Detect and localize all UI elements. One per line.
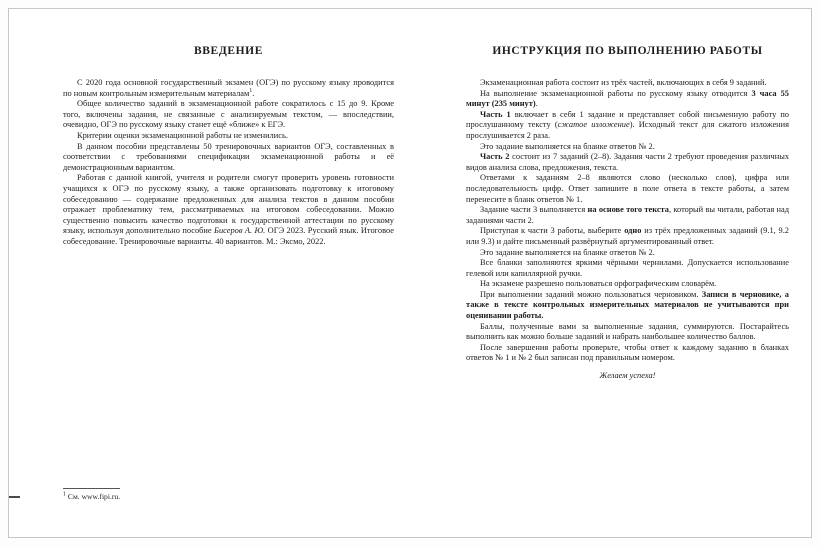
paragraph: Работая с данной книгой, учителя и родители смогут проверить уровень готовности учащихся к ОГЭ по русскому языку, а также организовать подготовку к итоговому собеседованию — содержание предложенных для анализа текстов в данном пособии отражает проблематику тем, рассматриваемых на итоговом собеседовании. Можно существенно повысить качество подготовки к государственной аттестации по русскому языку, используя дополнительно пособие Бисеров А. Ю. ОГЭ 2023. Русский язык. Итоговое собеседование. Тренировочные варианты. 40 вариантов. М.: Эксмо, 2022. bbox=[63, 173, 394, 246]
paragraph: С 2020 года основной государственный экзамен (ОГЭ) по русскому языку проводится по новым контрольным измерительным материалам$^1$. bbox=[63, 78, 394, 98]
paragraph: Это задание выполняется на бланке ответов № 2. bbox=[480, 247, 655, 257]
footnote-marker: 1 bbox=[63, 491, 66, 498]
footnote bbox=[63, 488, 120, 501]
paragraph: В данном пособии представлены 50 тренировочных вариантов ОГЭ, составленных в соответствии с требованиями спецификации экзаменационной работы и её демонстрационным вариантом. bbox=[63, 141, 394, 172]
paragraph: Приступая к части 3 работы, выберите одно из трёх предложенных заданий (9.1, 9.2 или 9.3) и дайте письменный развёрнутый аргументированный ответ. bbox=[466, 226, 789, 246]
footnote-text bbox=[63, 492, 120, 501]
introduction-text bbox=[63, 78, 394, 248]
paragraph: Часть 2 состоит из 7 заданий (2–8). Задания части 2 требуют проведения различных видов анализа слова, предложения, текста. bbox=[466, 152, 790, 172]
paragraph: Ответами к заданиям 2–8 являются слово (несколько слов), цифра или последовательность цифр. Ответ запишите в поле ответа в тексте работы, а затем перенесите в бланк ответов № 1. bbox=[466, 173, 789, 204]
footnote-reference: См. www.fipi.ru. bbox=[66, 492, 121, 501]
paragraph: Баллы, полученные вами за выполненные задания, суммируются. Постарайтесь выполнить как можно больше заданий и набрать наибольшее количество баллов. bbox=[466, 321, 789, 342]
paragraph: При выполнении заданий можно пользоваться черновиком. Записи в черновике, а также в тексте контрольных измерительных материалов не учитываются при оценивании работы. bbox=[466, 289, 789, 321]
paragraph: Общее количество заданий в экзаменационной работе сократилось с 15 до 9. Кроме того, включены задания, не связанные с анализируемым текстом, — впоследствии, очевидно, ОГЭ по русскому языку станет ещё «ближе» к ЕГЭ. bbox=[63, 99, 394, 130]
paragraph: На выполнение экзаменационной работы по русскому языку отводится 3 часа 55 минут (235 минут). bbox=[466, 88, 789, 109]
footnote-rule bbox=[63, 488, 120, 489]
paragraph: Это задание выполняется на бланке ответов № 2. bbox=[480, 141, 655, 151]
page-left-introduction bbox=[9, 9, 410, 537]
paragraph: Все бланки заполняются яркими чёрными чернилами. Допускается использование гелевой или капиллярной ручки. bbox=[466, 258, 789, 278]
paragraph: Экзаменационная работа состоит из трёх частей, включающих в себя 9 заданий. bbox=[480, 78, 767, 87]
paragraph: Часть 1 включает в себя 1 задание и представляет собой письменную работу по прослушанному тексту (сжатое изложение). Исходный текст для сжатого изложения прослушивается 2 раза. bbox=[466, 109, 789, 140]
paragraph: После завершения работы проверьте, чтобы ответ к каждому заданию в бланках ответов № 1 и № 2 был записан под правильным номером. bbox=[466, 342, 789, 363]
paragraph: Желаем успеха! bbox=[599, 371, 656, 381]
paragraph: Задание части 3 выполняется на основе того текста, который вы читали, работая над заданиями части 2. bbox=[466, 205, 789, 225]
instructions-text bbox=[466, 78, 789, 382]
book-spread bbox=[8, 8, 812, 538]
paragraph: Критерии оценки экзаменационной работы не изменились. bbox=[77, 130, 288, 140]
instructions-title: ИНСТРУКЦИЯ ПО ВЫПОЛНЕНИЮ РАБОТЫ bbox=[492, 45, 763, 57]
page-right-instructions bbox=[410, 9, 811, 537]
introduction-title: ВВЕДЕНИЕ bbox=[194, 45, 263, 57]
paragraph: На экзамене разрешено пользоваться орфографическим словарём. bbox=[480, 279, 717, 289]
